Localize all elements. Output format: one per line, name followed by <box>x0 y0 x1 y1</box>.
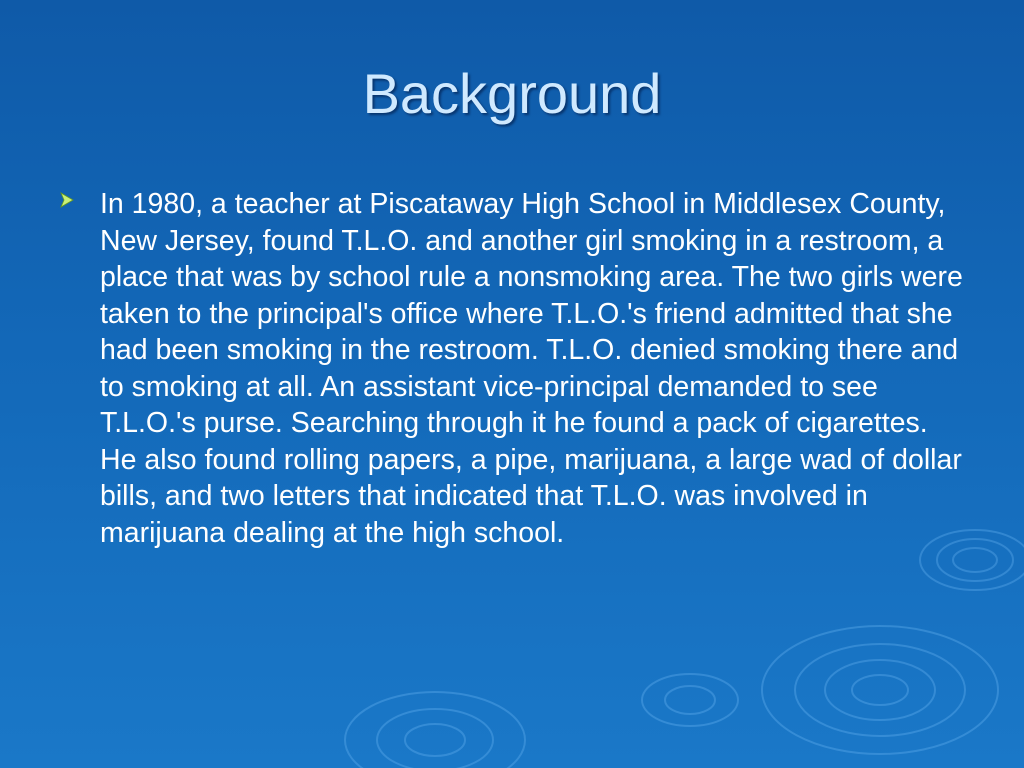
bullet-list <box>58 186 978 551</box>
chevron-right-arrowhead-icon <box>58 186 100 214</box>
bullet-text: In 1980, a teacher at Piscataway High School in Middlesex County, New Jersey, found T.L.O. and another girl smoking in a restroom, a place that was by school rule a nonsmoking area. The two girls were taken to the principal's office where T.L.O.'s friend admitted that she had been smoking in the restroom. T.L.O. denied smoking there and to smoking at all. An assistant vice-principal demanded to see T.L.O.'s purse. Searching through it he found a pack of cigarettes. He also found rolling papers, a pipe, marijuana, a large wad of dollar bills, and two letters that indicated that T.L.O. was involved in marijuana dealing at the high school. <box>100 188 963 549</box>
bullet-item <box>58 186 978 551</box>
slide-title: Background <box>362 62 662 125</box>
